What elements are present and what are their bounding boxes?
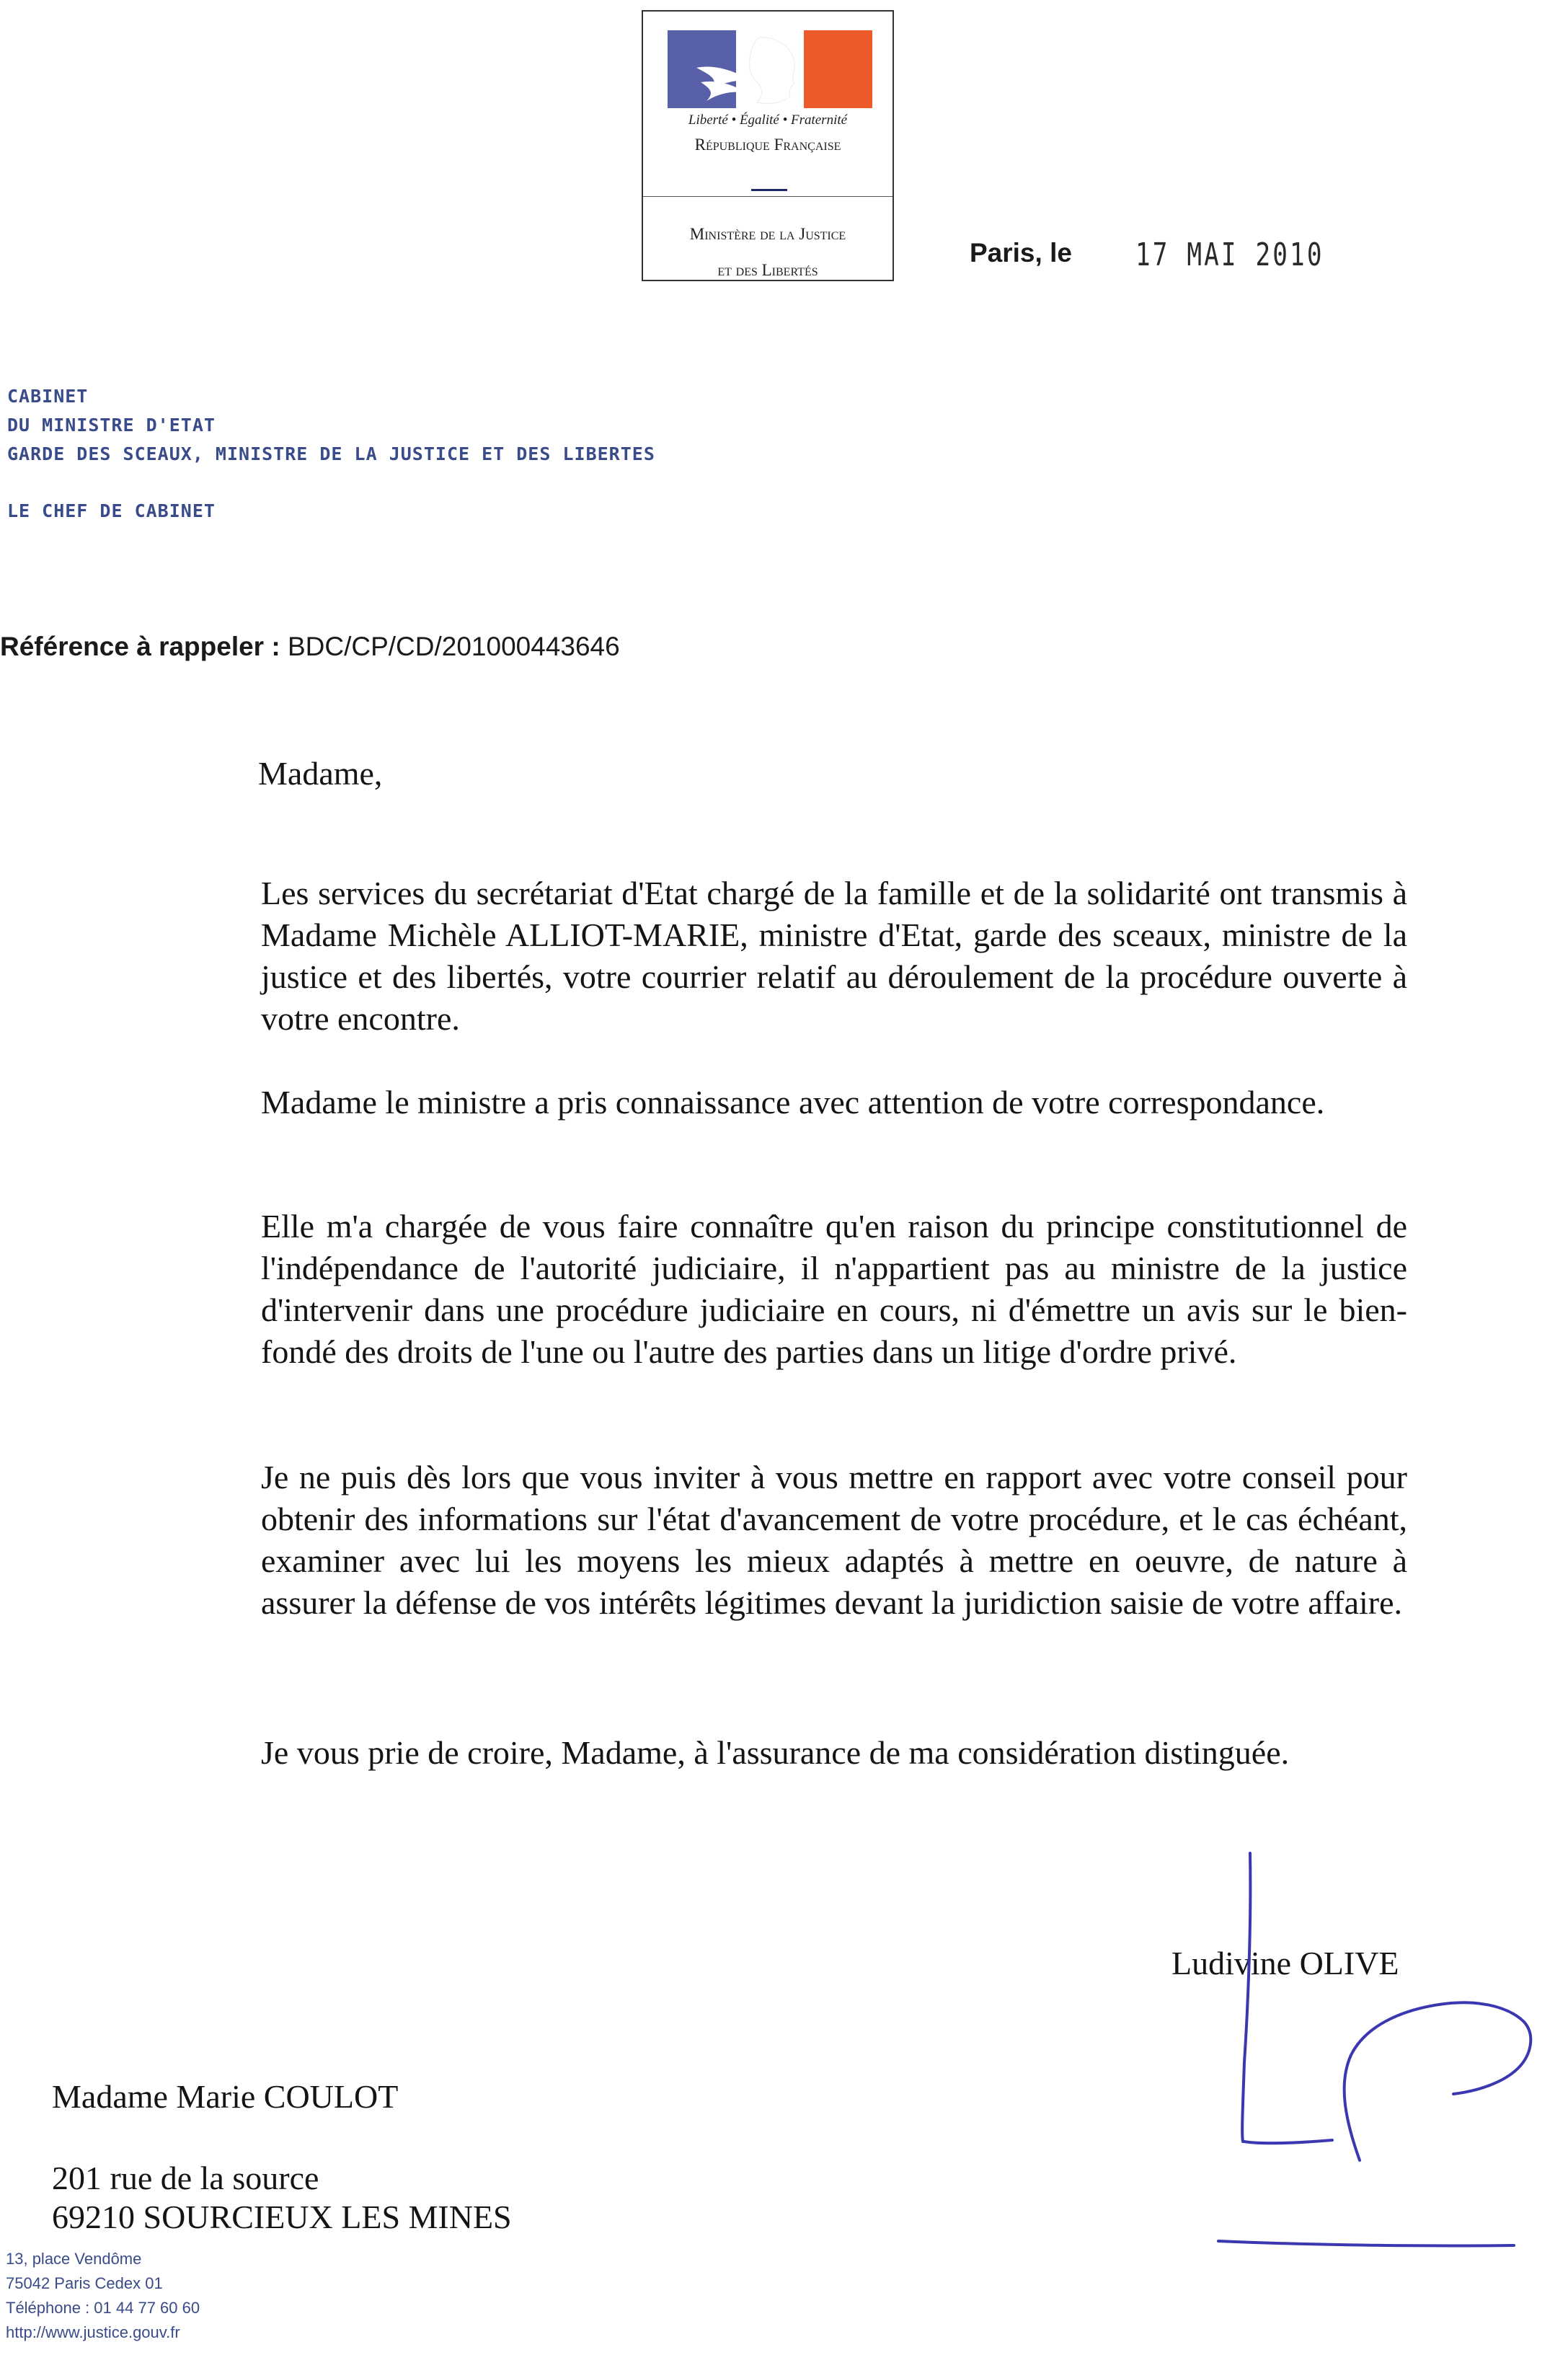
reference-value: BDC/CP/CD/201000443646 xyxy=(287,632,620,661)
footer-city: 75042 Paris Cedex 01 xyxy=(6,2274,163,2292)
ministry-footer-address xyxy=(6,2247,200,2345)
sender-chef-de-cabinet: LE CHEF DE CABINET xyxy=(7,500,216,521)
ministry-name-line1: Ministère de la Justice xyxy=(689,225,846,243)
republique-francaise-label: République Française xyxy=(694,136,841,154)
signer-name: Ludivine OLIVE xyxy=(1171,1945,1399,1981)
sender-line-garde-des-sceaux: GARDE DES SCEAUX, MINISTRE DE LA JUSTICE ET DES LIBERTES xyxy=(7,443,655,464)
ministry-letterhead xyxy=(642,10,894,281)
republic-motto: Liberté • Égalité • Fraternité xyxy=(688,112,848,128)
letter-paragraph: Elle m'a chargée de vous faire connaître qu'en raison du principe constitutionnel de l'indépendance de l'autorité judiciaire, il n'appartient pas au ministre de la justice d'intervenir dans une procédure judiciaire en cours, ni d'émettre un avis sur le bien-fondé des droits de l'une ou l'autre des parties dans un litige d'ordre privé. xyxy=(261,1208,1407,1370)
recipient-street: 201 rue de la source xyxy=(52,2160,319,2196)
letter-paragraph: Les services du secrétariat d'Etat chargé de la famille et de la solidarité ont transmis à Madame Michèle ALLIOT-MARIE, ministre d'Etat, garde des sceaux, ministre de la justice et des libertés, votre courrier relatif au déroulement de la procédure ouverte à votre encontre. xyxy=(261,875,1407,1037)
recipient-address xyxy=(52,2159,512,2237)
date-place: Paris, le xyxy=(970,238,1072,268)
letterhead-short-rule xyxy=(751,189,787,191)
recipient-city: 69210 SOURCIEUX LES MINES xyxy=(52,2199,512,2235)
reference-label: Référence à rappeler : xyxy=(0,632,280,661)
letter-paragraph: Je ne puis dès lors que vous inviter à vous mettre en rapport avec votre conseil pour obtenir des informations sur l'état d'avancement de votre procédure, et le cas échéant, examiner avec lui les moyens les mieux adaptés à mettre en oeuvre, de nature à assurer la défense de vos intérêts légitimes devant la juridiction saisie de votre affaire. xyxy=(261,1459,1407,1621)
sender-block xyxy=(7,382,655,469)
reference-line xyxy=(0,632,620,662)
letterhead-divider xyxy=(643,196,892,197)
footer-street: 13, place Vendôme xyxy=(6,2250,142,2268)
salutation: Madame, xyxy=(258,755,383,792)
ministry-name-line2: et des Libertés xyxy=(717,261,818,279)
recipient-name: Madame Marie COULOT xyxy=(52,2078,399,2115)
sender-line-ministre: DU MINISTRE D'ETAT xyxy=(7,415,216,436)
date-stamp: 17 MAI 2010 xyxy=(1135,237,1324,273)
handwritten-signature-icon xyxy=(1197,1846,1543,2264)
footer-phone: Téléphone : 01 44 77 60 60 xyxy=(6,2299,200,2317)
ministry-name xyxy=(643,216,892,288)
marianne-logo-icon xyxy=(668,30,872,108)
sender-line-cabinet: CABINET xyxy=(7,386,89,407)
closing-paragraph: Je vous prie de croire, Madame, à l'assurance de ma considération distinguée. xyxy=(261,1734,1290,1771)
footer-website-link[interactable]: http://www.justice.gouv.fr xyxy=(6,2323,180,2341)
letter-paragraph: Madame le ministre a pris connaissance avec attention de votre correspondance. xyxy=(261,1084,1325,1121)
